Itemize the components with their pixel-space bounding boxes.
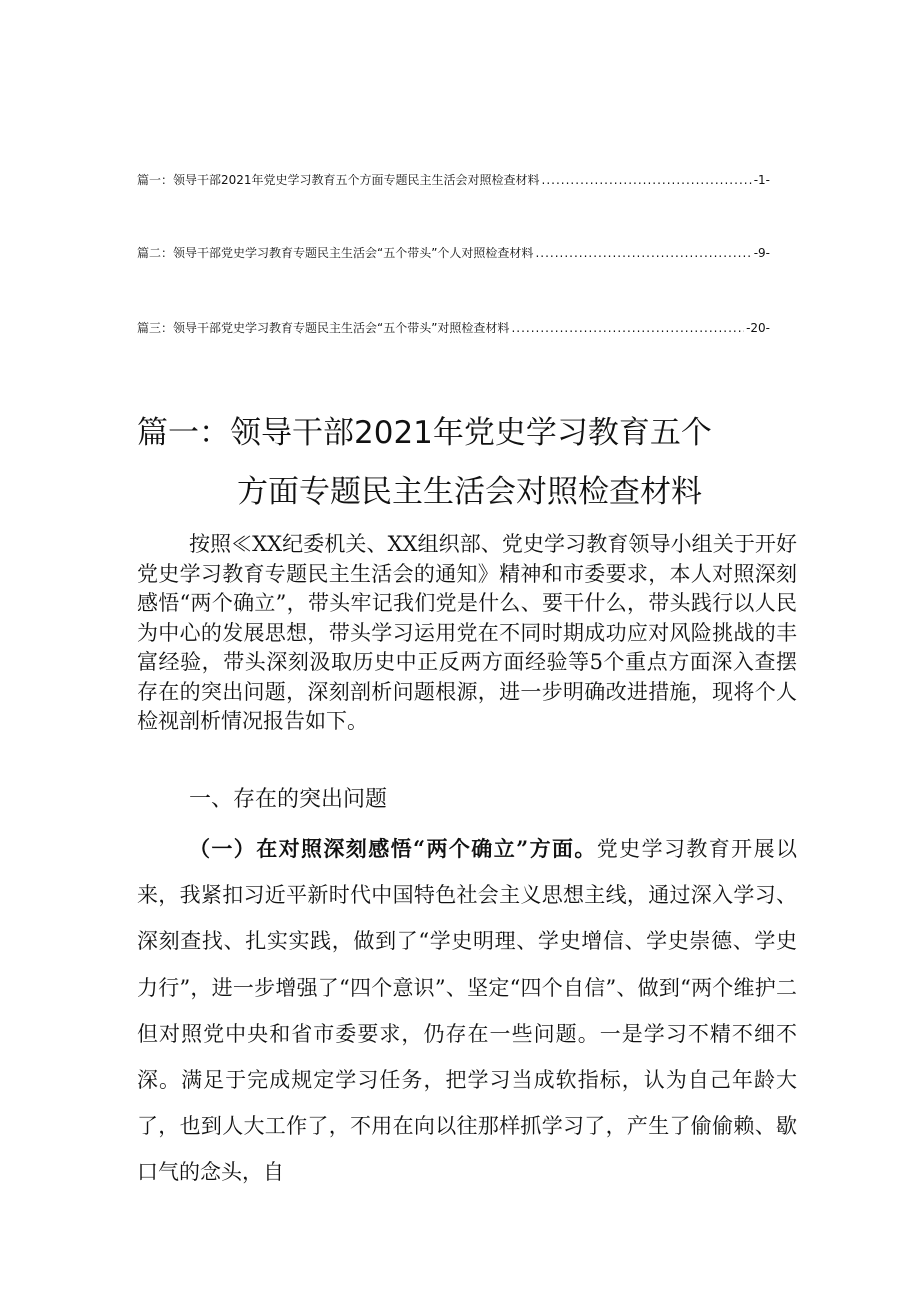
body-paragraph: [137, 826, 797, 1196]
toc-entry-page: -20-: [746, 321, 770, 335]
toc-entry-label: 篇一：领导干部2021年党史学习教育五个方面专题民主生活会对照检查材料: [137, 173, 540, 187]
intro-paragraph: 按照≪XX纪委机关、XX组织部、党史学习教育领导小组关于开好党史学习教育专题民主生活会的通知》精神和市委要求，本人对照深刻感悟“两个确立”，带头牢记我们党是什么、要干什么，带头践行以人民为中心的发展思想，带头学习运用党在不同时期成功应对风险挑战的丰富经验，带头深刻汲取历史中正反两方面经验等5个重点方面深入查摆存在的突出问题，深刻剖析问题根源，进一步明确改进措施，现将个人检视剖析情况报告如下。: [137, 532, 797, 733]
subsection-heading: （一）在对照深刻感悟“两个确立”方面。: [189, 836, 597, 861]
toc-entry-page: -9-: [753, 246, 770, 260]
toc-entry-page: -1-: [753, 173, 770, 187]
toc-leader-dots: [542, 172, 752, 188]
article-title-line-2: 方面专题民主生活会对照检查材料: [237, 474, 702, 510]
body-paragraph-text: 党史学习教育开展以来，我紧扣习近平新时代中国特色社会主义思想主线，通过深入学习、深刻查找、扎实实践，做到了“学史明理、学史增信、学史崇德、学史力行”，进一步增强了“四个意识”、坚定“四个自信”、做到“两个维护二但对照党中央和省市委要求，仍存在一些问题。一是学习不精不细不深。满足于完成规定学习任务，把学习当成软指标，认为自己年龄大了，也到人大工作了，不用在向以往那样抓学习了，产生了偷偷赖、歇口气的念头，自: [137, 837, 797, 1185]
toc-entry[interactable]: [137, 245, 770, 261]
toc-entry[interactable]: [137, 320, 770, 336]
toc-leader-dots: [535, 245, 751, 261]
toc-entry[interactable]: [137, 172, 770, 188]
toc-leader-dots: [511, 320, 744, 336]
toc-entry-label: 篇三：领导干部党史学习教育专题民主生活会“五个带头”对照检查材料: [137, 321, 510, 335]
toc-entry-label: 篇二：领导干部党史学习教育专题民主生活会“五个带头”个人对照检查材料: [137, 246, 534, 260]
section-heading: 一、存在的突出问题: [189, 787, 388, 812]
article-title-line-1: 篇一：领导干部2021年党史学习教育五个: [137, 415, 712, 451]
